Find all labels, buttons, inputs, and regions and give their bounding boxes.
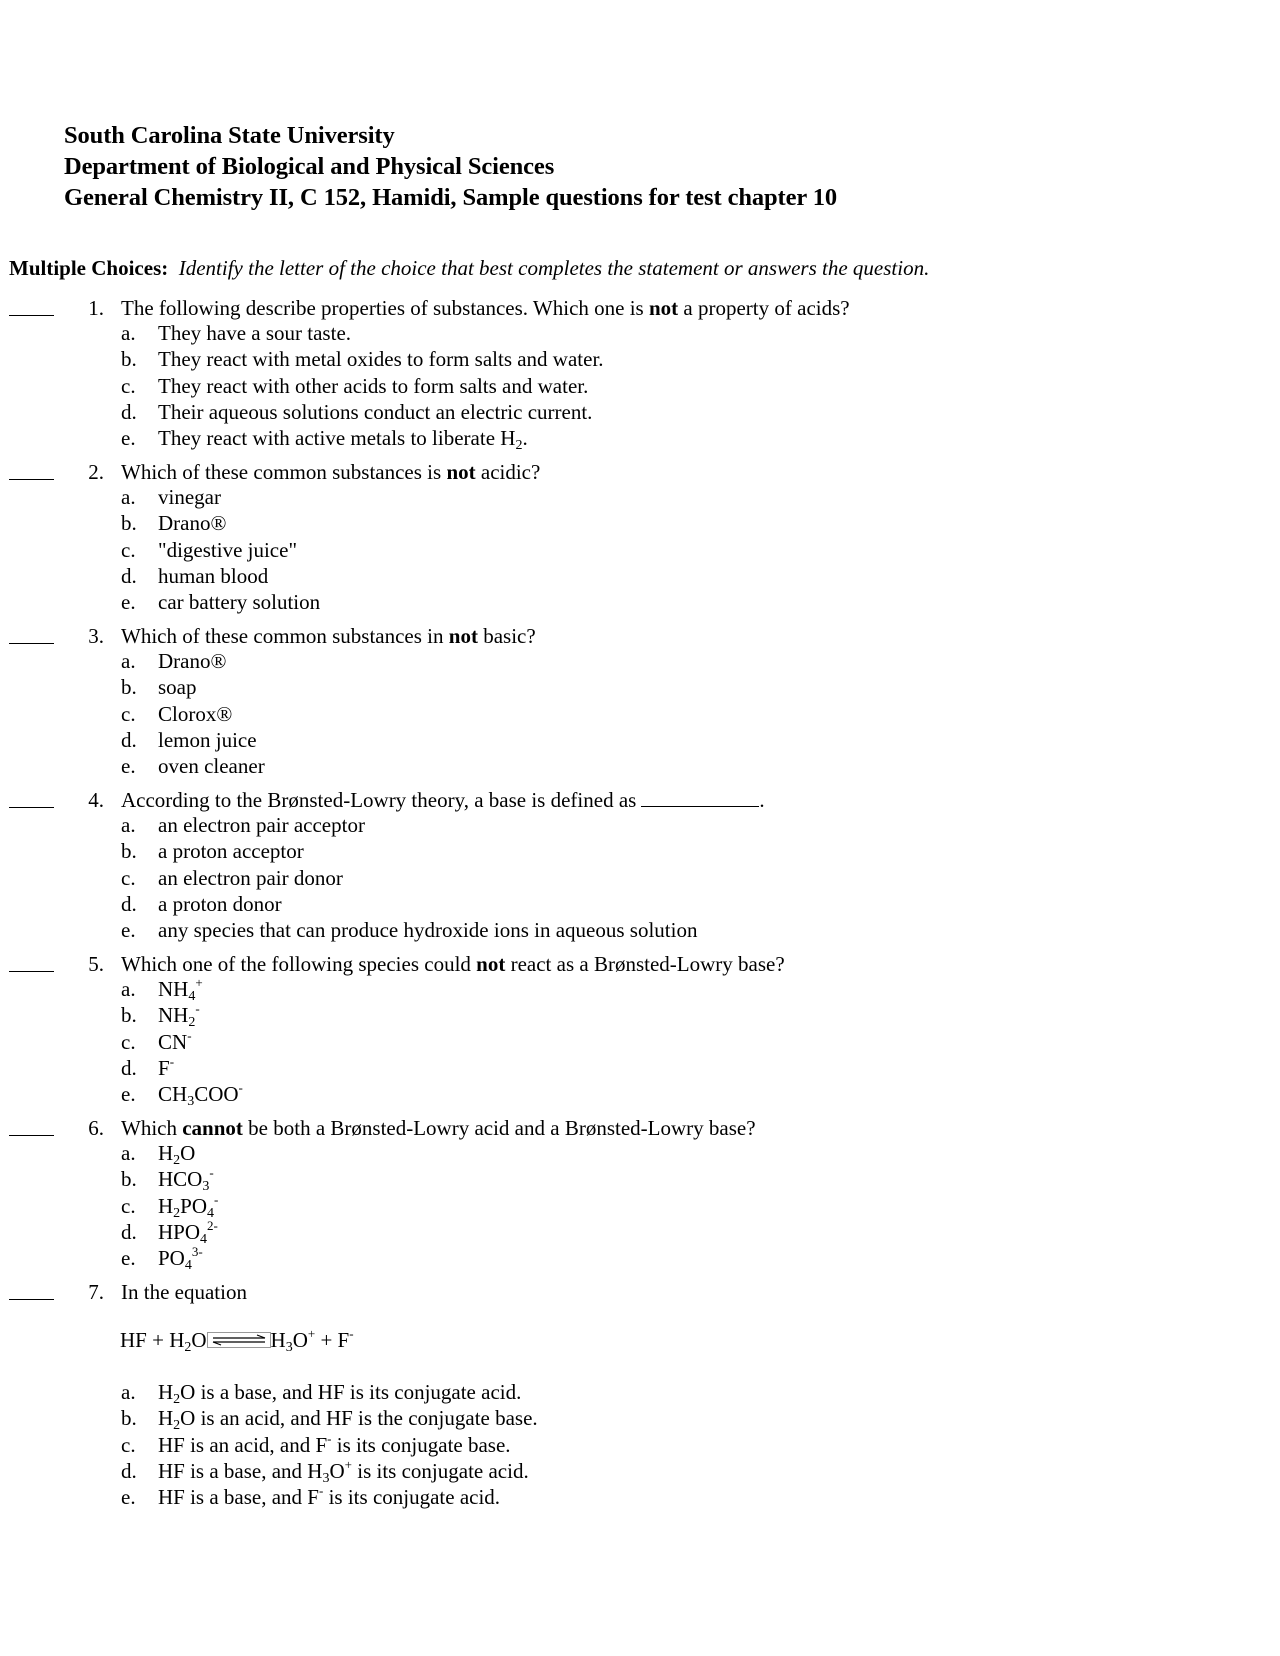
- answer-blank[interactable]: [9, 787, 54, 808]
- answer-blank[interactable]: [9, 951, 54, 972]
- fill-in-blank[interactable]: [641, 788, 759, 807]
- answer-blank[interactable]: [9, 623, 54, 644]
- department-name: Department of Biological and Physical Sciences: [64, 153, 555, 180]
- question-stem: The following describe properties of substances. Which one is not a property of acids?: [121, 296, 850, 320]
- question-stem: Which of these common substances in not basic?: [121, 624, 536, 648]
- question-number: 4.: [88, 788, 104, 812]
- document-header: [64, 120, 837, 213]
- answer-blank[interactable]: [9, 459, 54, 480]
- question-number: 3.: [88, 624, 104, 648]
- question-stem: According to the Brønsted-Lowry theory, a base is defined as .: [121, 788, 765, 812]
- question-stem: Which cannot be both a Brønsted-Lowry acid and a Brønsted-Lowry base?: [121, 1116, 756, 1140]
- course-title: General Chemistry II, C 152, Hamidi, Sample questions for test chapter 10: [64, 184, 838, 211]
- chemical-equation: HF + $H_2O$ $H_3O^+ + F^-$: [120, 1326, 354, 1355]
- question-stem: Which one of the following species could not react as a Brønsted-Lowry base?: [121, 952, 785, 976]
- question-number: 2.: [88, 460, 104, 484]
- question-stem: Which of these common substances is not acidic?: [121, 460, 541, 484]
- instructions-text: Identify the letter of the choice that best completes the statement or answers the question.: [178, 256, 930, 280]
- question-number: 5.: [88, 952, 104, 976]
- question-number: 6.: [88, 1116, 104, 1140]
- university-name: South Carolina State University: [64, 122, 395, 149]
- answer-blank[interactable]: [9, 295, 54, 316]
- equilibrium-arrow-icon: [207, 1331, 271, 1349]
- question-number: 1.: [88, 296, 104, 320]
- answer-blank[interactable]: [9, 1279, 54, 1300]
- question-number: 7.: [88, 1280, 104, 1304]
- question-stem: In the equation: [121, 1280, 247, 1304]
- instructions-label: Multiple Choices:: [9, 256, 169, 280]
- answer-blank[interactable]: [9, 1115, 54, 1136]
- instructions: [9, 256, 929, 281]
